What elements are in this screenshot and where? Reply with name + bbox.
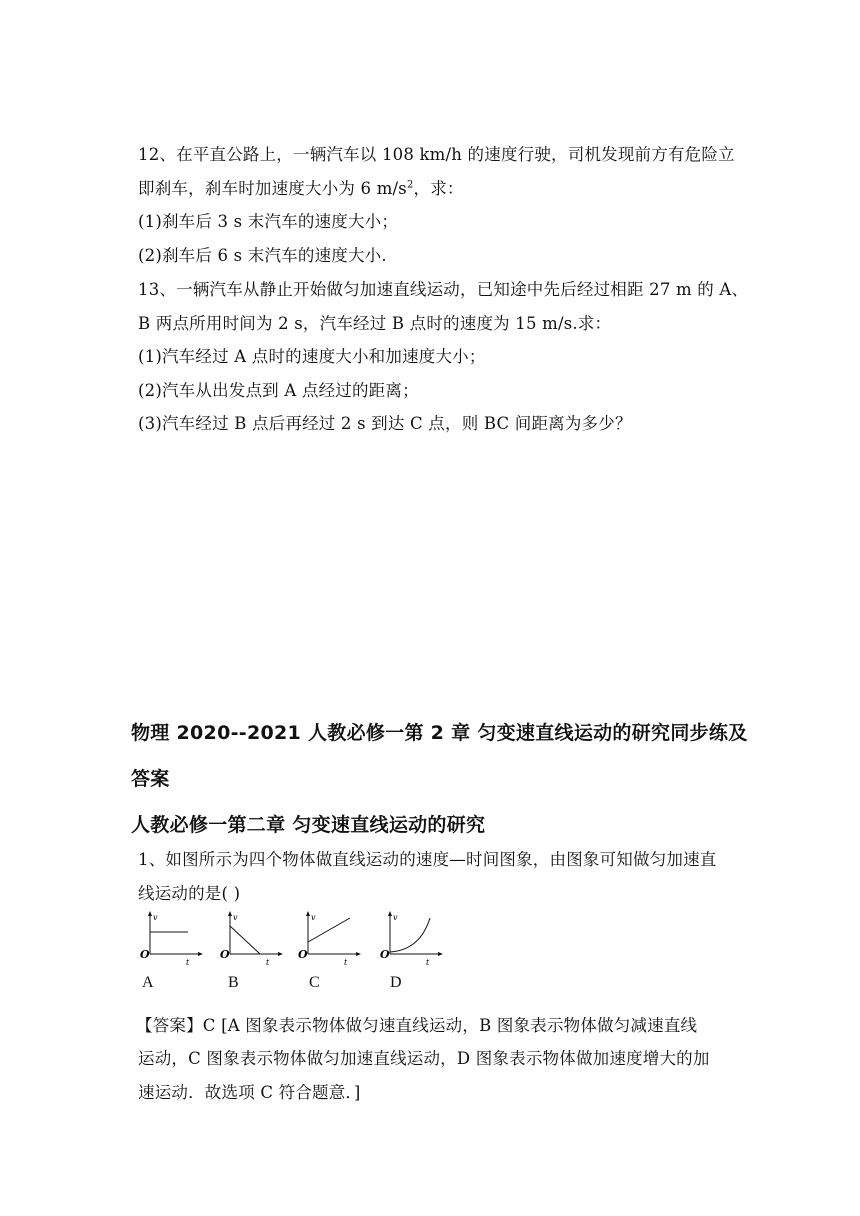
vt-graph-d: [380, 910, 452, 966]
q1-line2: 线运动的是( ): [138, 884, 241, 903]
doc-title-line2: 答案: [131, 768, 170, 790]
vt-graph-c: [298, 910, 370, 966]
q13-part2: (2)汽车从出发点到 A 点经过的距离；: [138, 381, 419, 400]
q1-line1: 1、如图所示为四个物体做直线运动的速度—时间图象，由图象可知做匀加速直: [138, 850, 717, 869]
section-title: 人教必修一第二章 匀变速直线运动的研究: [131, 814, 486, 836]
q12-line2: [138, 175, 464, 199]
q12-part1: (1)刹车后 3 s 末汽车的速度大小；: [138, 212, 399, 231]
answer-line1: 【答案】C [A 图象表示物体做匀速直线运动，B 图象表示物体做匀减速直线: [136, 1016, 698, 1035]
graph-label-b: B: [228, 974, 239, 991]
vt-graph-a: [140, 910, 212, 966]
origin-label: O: [220, 948, 230, 961]
graph-label-a: A: [142, 974, 154, 991]
axis-t-label: t: [186, 958, 190, 966]
axis-t-label: t: [426, 958, 430, 966]
graph-label-d: D: [390, 974, 402, 991]
graph-label-c: C: [309, 974, 320, 991]
vt-graph-b: [220, 910, 292, 966]
axis-v-label: v: [233, 913, 238, 922]
q13-part3: (3)汽车经过 B 点后再经过 2 s 到达 C 点，则 BC 间距离为多少？: [138, 414, 632, 433]
q12-line2-text: 即刹车，刹车时加速度大小为 6 m/s: [138, 179, 407, 198]
doc-title-line1: 物理 2020--2021 人教必修一第 2 章 匀变速直线运动的研究同步练及: [131, 722, 748, 744]
origin-label: O: [298, 948, 308, 961]
q13-line2: B 两点所用时间为 2 s，汽车经过 B 点时的速度为 15 m/s.求：: [138, 314, 612, 333]
answer-line3: 速运动．故选项 C 符合题意．]: [138, 1083, 361, 1102]
q13-part1: (1)汽车经过 A 点时的速度大小和加速度大小；: [138, 347, 486, 366]
axis-v-label: v: [311, 913, 316, 922]
q12-line2-tail: ，求：: [413, 179, 464, 198]
answer-line2: 运动，C 图象表示物体做匀加速直线运动，D 图象表示物体做加速度增大的加: [138, 1049, 710, 1068]
axis-t-label: t: [266, 958, 270, 966]
axis-v-label: v: [153, 913, 158, 922]
q12-exponent: 2: [406, 179, 414, 191]
origin-label: O: [140, 948, 150, 961]
axis-t-label: t: [344, 958, 348, 966]
axis-v-label: v: [393, 913, 398, 922]
q13-line1: 13、一辆汽车从静止开始做匀加速直线运动，已知途中先后经过相距 27 m 的 A、: [138, 280, 749, 299]
q12-line1: 12、在平直公路上，一辆汽车以 108 km/h 的速度行驶，司机发现前方有危险立: [138, 145, 735, 164]
origin-label: O: [380, 948, 390, 961]
q12-part2: (2)刹车后 6 s 末汽车的速度大小.: [138, 246, 387, 265]
